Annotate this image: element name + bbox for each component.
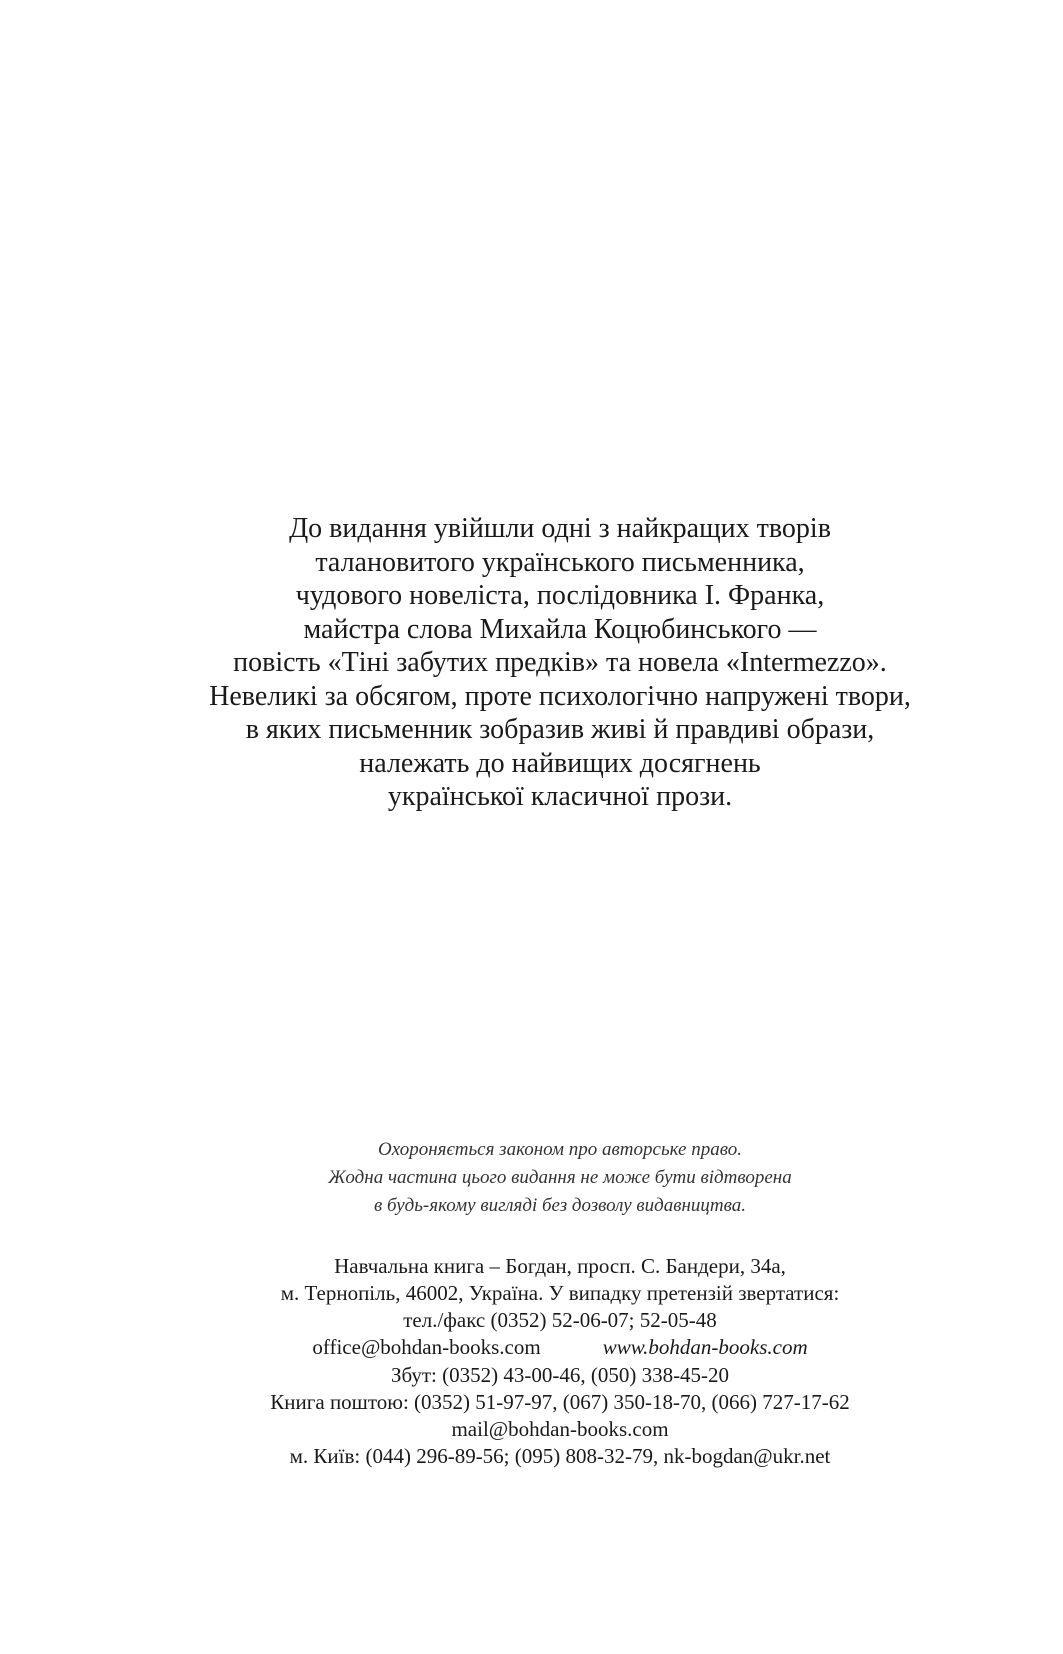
annotation-line: чудового новеліста, послідовника І. Франка, — [295, 580, 825, 611]
publisher-web-row — [150, 1334, 970, 1361]
annotation-line: повість «Тіні забутих предків» та новела «Intermezzo». — [233, 647, 887, 678]
publisher-email-link[interactable]: office@bohdan-books.com — [312, 1335, 541, 1359]
copyright-line: в будь-якому вигляді без дозволу видавництва. — [373, 1195, 747, 1216]
sales-contact: Збут: (0352) 43-00-46, (050) 338-45-20 — [390, 1363, 730, 1387]
annotation-line: майстра слова Михайла Коцюбинського — — [303, 613, 817, 645]
annotation-line: належать до найвищих досягнень — [359, 747, 761, 779]
annotation-line: Невеликі за обсягом, проте психологічно напружені твори, — [209, 680, 911, 712]
mail-order-contact: Книга поштою: (0352) 51-97-97, (067) 350-18-70, (066) 727-17-62 — [270, 1390, 850, 1414]
copyright-line: Охороняється законом про авторське право. — [378, 1139, 742, 1160]
publisher-address-line-1: Навчальна книга – Богдан, просп. С. Бандери, 34а, — [334, 1254, 786, 1278]
publisher-website-link[interactable]: www.bohdan-books.com — [602, 1335, 808, 1359]
distribution-info — [150, 1362, 970, 1470]
mail-order-email-link[interactable]: mail@bohdan-books.com — [451, 1417, 669, 1441]
book-annotation — [120, 512, 1000, 814]
copyright-notice — [150, 1136, 970, 1220]
publisher-address-line-2: м. Тернопіль, 46002, Україна. У випадку претензій звертатися: — [280, 1281, 840, 1305]
publisher-phone-fax: тел./факс (0352) 52-06-07; 52-05-48 — [403, 1308, 717, 1332]
publisher-info — [150, 1253, 970, 1361]
annotation-line: талановитого українського письменника, — [315, 546, 805, 578]
annotation-line: До видання увійшли одні з найкращих творів — [289, 513, 831, 544]
annotation-line: в яких письменник зобразив живі й правдиві образи, — [245, 714, 875, 745]
kyiv-contact: м. Київ: (044) 296-89-56; (095) 808-32-79, nk-bogdan@ukr.net — [289, 1444, 831, 1468]
annotation-line: української класичної прози. — [387, 781, 733, 812]
copyright-line: Жодна частина цього видання не може бути відтворена — [328, 1167, 792, 1188]
